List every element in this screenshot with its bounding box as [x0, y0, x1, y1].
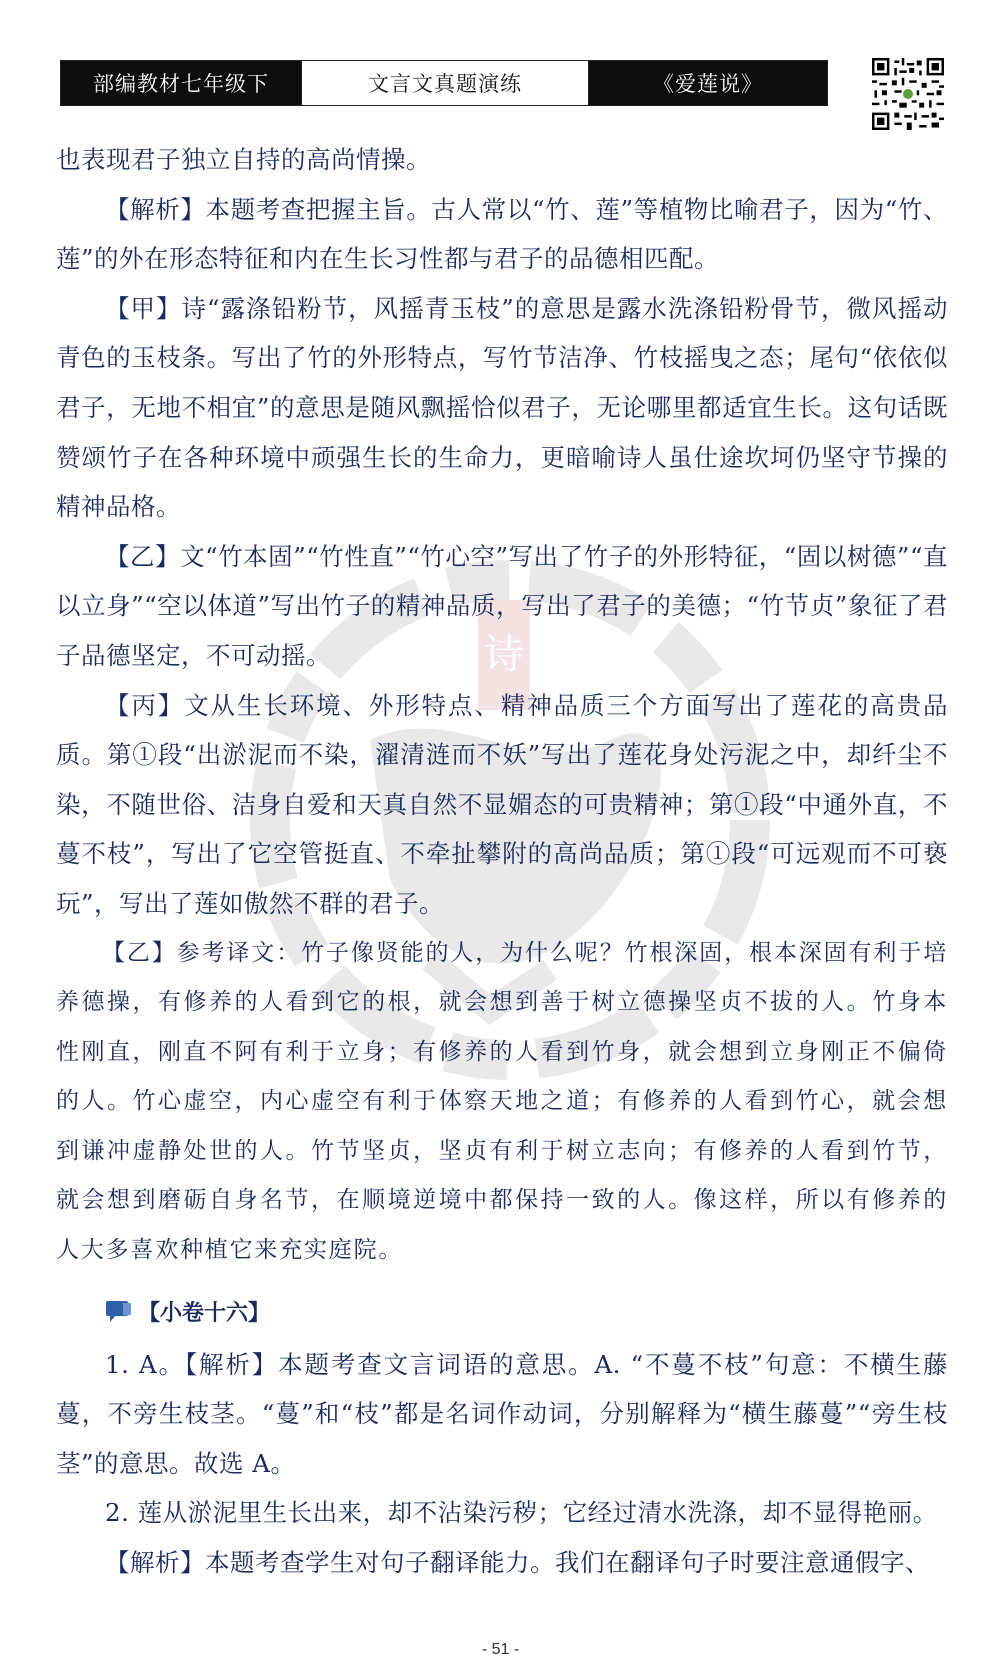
paragraph-bing: 【丙】文从生长环境、外形特点、精神品质三个方面写出了莲花的高贵品质。第①段“出淤泥而不染，濯清涟而不妖”写出了莲花身处污泥之中，却纤尘不染，不随世俗、洁身自爱和天真自然不显媚态的可贵精神；第①段“中通外直，不蔓不枝”，写出了它空管挺直、不牵扯攀附的高尚品质；第①段“可远观而不可亵玩”，写出了莲如傲然不群的君子。: [56, 690, 948, 918]
paragraph-continuation: 也表现君子独立自持的高尚情操。: [56, 145, 431, 174]
section-title: 【小卷十六】: [138, 1301, 271, 1327]
answer-2-analysis: 【解析】本题考查学生对句子翻译能力。我们在翻译句子时要注意通假字、: [105, 1548, 930, 1578]
paragraph-analysis: 【解析】本题考查把握主旨。古人常以“竹、莲”等植物比喻君子，因为“竹、莲”的外在形态特征和内在生长习性都与君子的品德相匹配。: [56, 194, 948, 274]
header-title: 文言文真题演练: [301, 61, 589, 105]
qr-code-icon: [872, 58, 944, 130]
header-lesson: 《爱莲说》: [589, 61, 827, 105]
paragraph-jia: 【甲】诗“露涤铅粉节，风摇青玉枝”的意思是露水洗涤铅粉骨节，微风摇动青色的玉枝条。写出了竹的外形特点，写竹节洁净、竹枝摇曳之态；尾句“依依似君子，无地不相宜”的意思是随风飘摇恰似君子，无论哪里都适宜生长。这句话既赞颂竹子在各种环境中顽强生长的生命力，更暗喻诗人虽仕途坎坷仍坚守节操的精神品格。: [56, 293, 948, 522]
header-grade: 部编教材七年级下: [61, 61, 301, 105]
chat-bubble-icon: [106, 1301, 132, 1323]
section-heading: [106, 1284, 948, 1340]
paragraph-translation: 【乙】参考译文：竹子像贤能的人，为什么呢？竹根深固，根本深固有利于培养德操，有修养的人看到它的根，就会想到善于树立德操坚贞不拔的人。竹身本性刚直，刚直不阿有利于立身；有修养的人看到竹身，就会想到立身刚正不偏倚的人。竹心虚空，内心虚空有利于体察天地之道；有修养的人看到竹心，就会想到谦冲虚静处世的人。竹节坚贞，坚贞有利于树立志向；有修养的人看到竹节，就会想到磨砺自身名节，在顺境逆境中都保持一致的人。像这样，所以有修养的人大多喜欢种植它来充实庭院。: [56, 939, 948, 1264]
main-content: [56, 135, 948, 1588]
page-header: [60, 60, 828, 106]
translation-block: [56, 929, 948, 1276]
answer-2: 2. 莲从淤泥里生长出来，却不沾染污秽；它经过清水洗涤，却不显得艳丽。: [105, 1498, 938, 1528]
paragraph-yi: 【乙】文“竹本固”“竹性直”“竹心空”写出了竹子的外形特征，“固以树德”“直以立身”“空以体道”写出竹子的精神品质，写出了君子的美德；“竹节贞”象征了君子品德坚定，不可动摇。: [56, 541, 948, 670]
watermark-character: 诗: [484, 632, 524, 678]
answer-1: 1. A。【解析】本题考查文言词语的意思。A. “不蔓不枝”句意：不横生藤蔓，不旁生枝茎。“蔓”和“枝”都是名词作动词，分别解释为“横生藤蔓”“旁生枝茎”的意思。故选 A。: [56, 1349, 948, 1478]
page-number: - 51 -: [481, 1641, 520, 1658]
